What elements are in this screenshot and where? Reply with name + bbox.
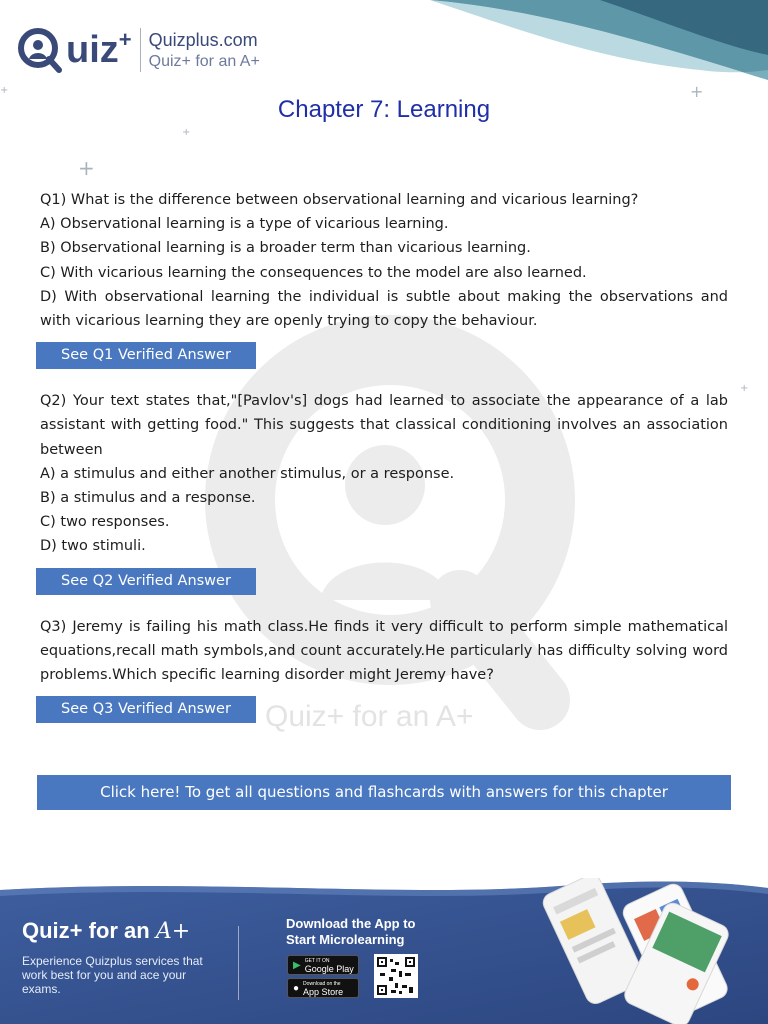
watermark-tagline: Quiz+ for an A+ (265, 700, 474, 733)
see-q2-answer-button[interactable]: See Q2 Verified Answer (36, 568, 256, 595)
answer-option: D) two stimuli. (40, 538, 146, 555)
google-play-small-text: GET IT ON (304, 958, 330, 964)
logo-mark: uiz + (16, 26, 132, 74)
google-play-text: Google Play (304, 964, 354, 974)
download-line-2: Start Microlearning (286, 932, 405, 947)
footer-divider (238, 926, 239, 1000)
site-name: Quizplus.com (148, 29, 258, 50)
question-3 (40, 615, 728, 724)
footer-description: Experience Quizplus services that work best for you and ace your exams. (22, 954, 203, 996)
app-store-button[interactable] (287, 978, 359, 998)
logo-divider (140, 28, 141, 72)
answer-option: A) Observational learning is a type of vicarious learning. (40, 216, 449, 233)
question-text: Q2) Your text states that,"[Pavlov's] dogs had learned to associate the appearance of a lab assistant with getting food." This suggests that classical conditioning involves an association between (40, 393, 728, 458)
question-2 (40, 389, 728, 594)
qr-code-icon (377, 957, 415, 995)
get-all-questions-button[interactable]: Click here! To get all questions and flashcards with answers for this chapter (37, 775, 731, 810)
qr-code[interactable] (374, 954, 418, 998)
google-play-button[interactable] (287, 955, 359, 975)
logo-subtext (149, 30, 260, 71)
app-store-small-text: Download on the (303, 981, 341, 987)
download-app-heading (286, 916, 416, 948)
site-tagline: Quiz+ for an A+ (148, 52, 260, 70)
app-phones-illustration (500, 878, 768, 1024)
plus-decoration: + (182, 127, 191, 138)
plus-decoration: + (690, 82, 704, 101)
download-line-1: Download the App to (286, 916, 416, 931)
plus-decoration: + (740, 383, 749, 394)
answer-option: C) two responses. (40, 514, 170, 531)
apple-icon: ● (293, 982, 300, 994)
play-icon: ▶ (293, 959, 301, 971)
footer-banner (0, 878, 768, 1024)
see-q3-answer-button[interactable]: See Q3 Verified Answer (36, 696, 256, 723)
footer-aplus: A+ (155, 919, 191, 944)
chapter-title: Chapter 7: Learning (277, 96, 491, 123)
questions-list (40, 188, 728, 737)
answer-option: D) With observational learning the individual is subtle about making the observations and with vicarious learning they are openly trying to copy the behaviour. (40, 288, 728, 330)
app-store-text: App Store (303, 987, 344, 997)
quizplus-logo[interactable] (16, 26, 260, 74)
question-text: Q1) What is the difference between observational learning and vicarious learning? (40, 192, 639, 208)
plus-decoration: + (0, 85, 9, 96)
plus-decoration: + (78, 156, 95, 180)
answer-option: B) Observational learning is a broader term than vicarious learning. (40, 240, 531, 257)
question-text: Q3) Jeremy is failing his math class.He finds it very difficult to perform simple mathematical equations,recall math symbols,and count accurately.He particularly has difficulty solving word problems.Which specific learning disorder might Jeremy have? (40, 618, 728, 684)
answer-option: B) a stimulus and a response. (40, 490, 256, 507)
footer-title-text: Quiz+ for an (22, 918, 150, 943)
footer-title (22, 918, 190, 944)
question-1 (40, 188, 728, 369)
answer-option: A) a stimulus and either another stimulus, or a response. (40, 465, 455, 482)
answer-option: C) With vicarious learning the consequences to the model are also learned. (40, 264, 587, 281)
see-q1-answer-button[interactable]: See Q1 Verified Answer (36, 342, 256, 369)
quizplus-q-icon (16, 26, 64, 74)
